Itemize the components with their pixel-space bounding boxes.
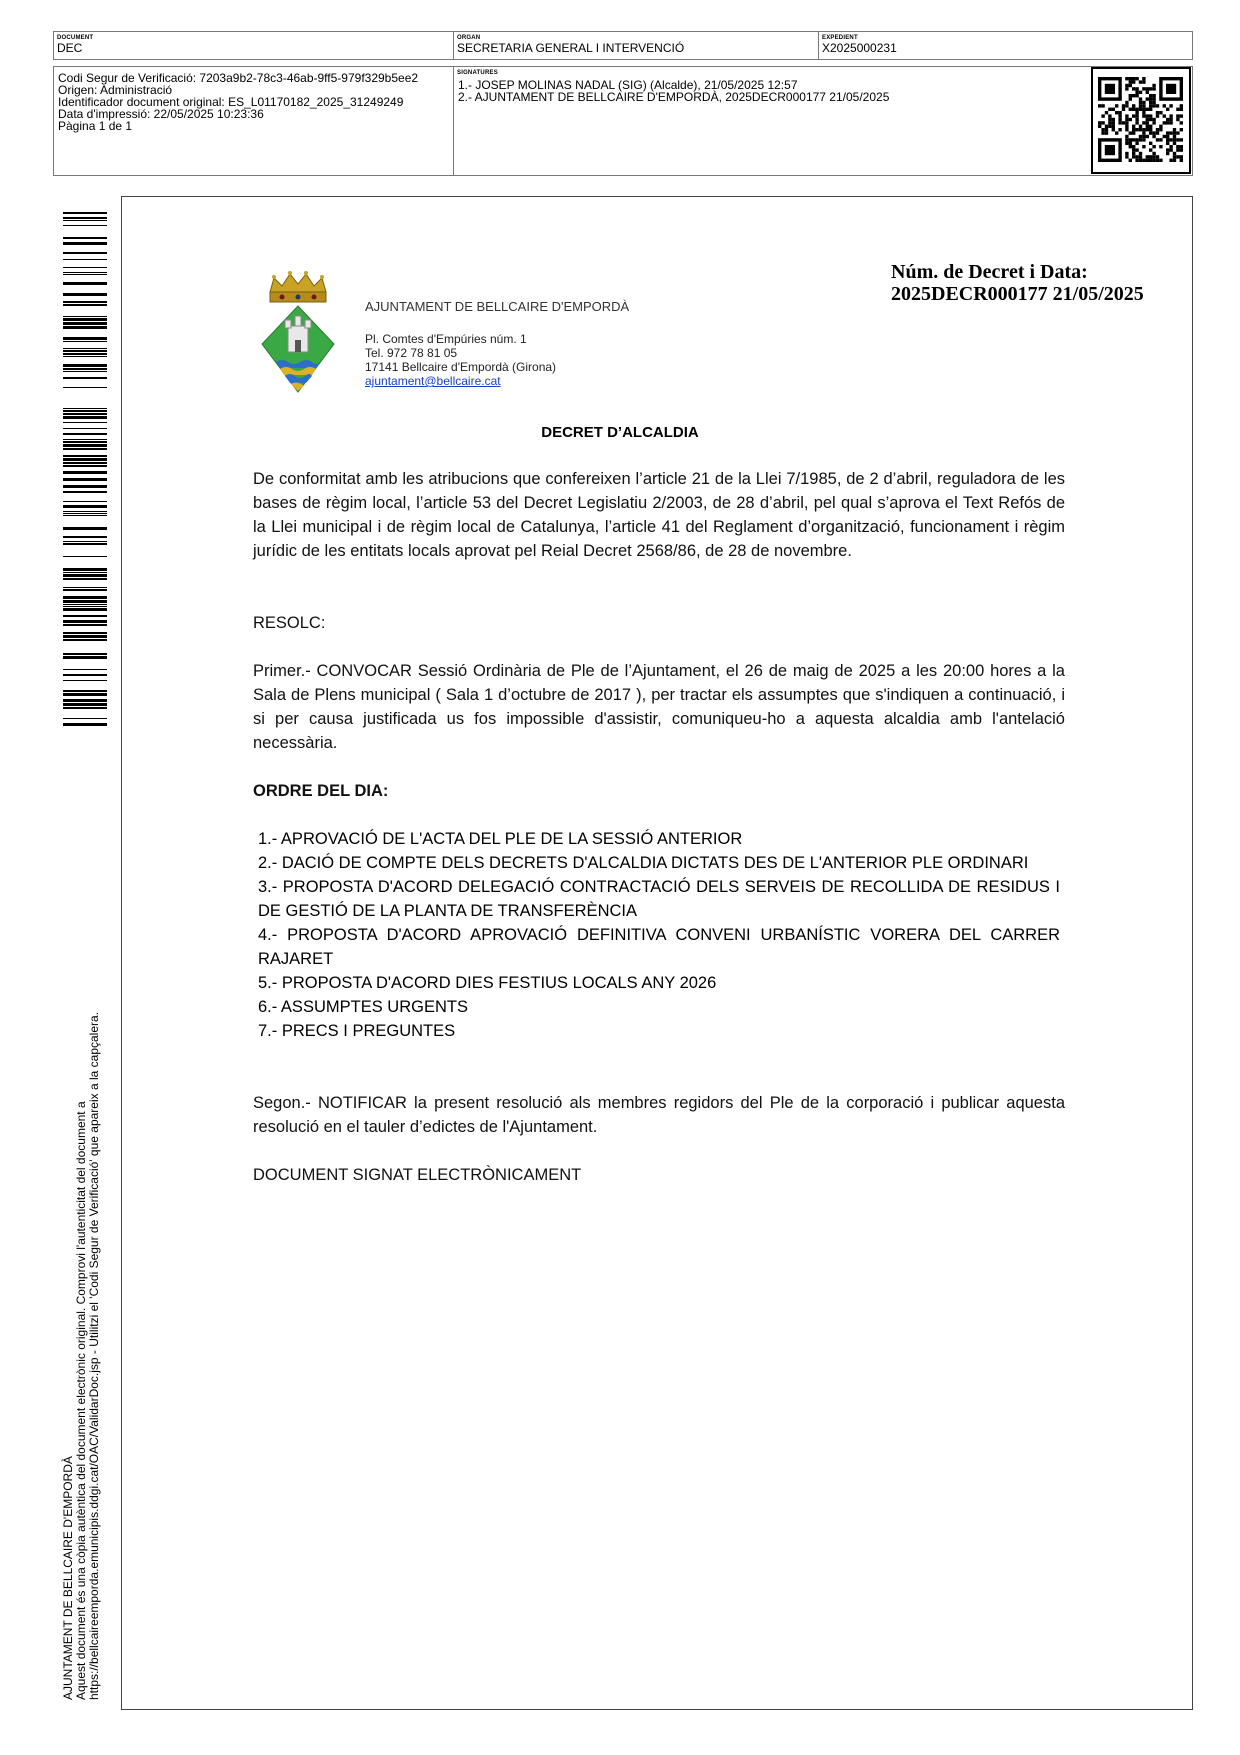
organ-value: SECRETARIA GENERAL I INTERVENCIÓ [457, 41, 685, 55]
municipality-address: Pl. Comtes d'Empúries núm. 1 [365, 332, 527, 346]
document-title: DECRET D’ALCALDIA [541, 424, 699, 441]
agenda-list [258, 827, 1060, 1043]
decree-number-label: Núm. de Decret i Data: [891, 261, 1088, 283]
agenda-item-3: 3.- PROPOSTA D'ACORD DELEGACIÓ CONTRACTACIÓ DELS SERVEIS DE RECOLLIDA DE RESIDUS I DE GESTIÓ DE LA PLANTA DE TRANSFERÈNCIA [258, 878, 1060, 920]
expedient-label: EXPEDIENT [822, 35, 858, 41]
header-document-cell [53, 31, 454, 60]
header-meta-cell [53, 66, 454, 176]
agenda-item-7: 7.- PRECS I PREGUNTES [258, 1022, 456, 1040]
intro-paragraph: De conformitat amb les atribucions que confereixen l’article 21 de la Llei 7/1985, de 2 d’abril, reguladora de les bases de règim local, l’article 53 del Decret Legislatiu 2/2003, de 28 d’abril, pel qual s’aprova el Text Refós de la Llei municipal i de règim local de Catalunya, l’article 41 del Reglament d’organització, funcionament i règim jurídic de les entitats locals aprovat pel Reial Decret 2568/86, de 28 de novembre. [253, 470, 1065, 560]
qr-code [1091, 67, 1191, 174]
agenda-item-6: 6.- ASSUMPTES URGENTS [258, 998, 468, 1016]
expedient-value: X2025000231 [822, 41, 897, 55]
signatures-label: SIGNATURES [457, 70, 498, 76]
agenda-item-2: 2.- DACIÓ DE COMPTE DELS DECRETS D'ALCALDIA DICTATS DES DE L'ANTERIOR PLE ORDINARI [258, 854, 1029, 872]
municipality-name: AJUNTAMENT DE BELLCAIRE D'EMPORDÀ [365, 299, 630, 314]
resolc-heading: RESOLC: [253, 614, 326, 632]
signed-statement: DOCUMENT SIGNAT ELECTRÒNICAMENT [253, 1166, 582, 1184]
municipality-address-block [365, 332, 556, 388]
verification-meta [58, 72, 418, 132]
barcode-icon [63, 212, 107, 726]
qr-code-icon [1093, 69, 1189, 172]
municipality-email-link[interactable]: ajuntament@bellcaire.cat [365, 374, 501, 388]
document-label: DOCUMENT [57, 35, 94, 41]
document-value: DEC [57, 41, 83, 55]
segon-paragraph: Segon.- NOTIFICAR la present resolució als membres regidors del Ple de la corporació i publicar aquesta resolució en el tauler d’edictes de l'Ajuntament. [253, 1094, 1065, 1136]
coat-of-arms-logo [258, 270, 338, 398]
meta-line-csv: Codi Segur de Verificació: 7203a9b2-78c3-46ab-9ff5-979f329b5ee2 [58, 71, 419, 85]
agenda-item-5: 5.- PROPOSTA D'ACORD DIES FESTIUS LOCALS ANY 2026 [258, 974, 717, 992]
signature-line-2: 2.- AJUNTAMENT DE BELLCAIRE D'EMPORDÀ, 2025DECR000177 21/05/2025 [458, 90, 890, 104]
organ-label: ORGAN [457, 35, 481, 41]
signature-list [458, 79, 889, 103]
decree-number-block [891, 261, 1144, 305]
municipality-city: 17141 Bellcaire d'Empordà (Girona) [365, 360, 557, 374]
meta-line-origin: Origen: Administració [58, 83, 173, 97]
municipality-phone: Tel. 972 78 81 05 [365, 346, 458, 360]
meta-line-identifier: Identificador document original: ES_L01170182_2025_31249249 [58, 95, 404, 109]
meta-line-page: Pàgina 1 de 1 [58, 119, 133, 133]
agenda-item-4: 4.- PROPOSTA D'ACORD APROVACIÓ DEFINITIVA CONVENI URBANÍSTIC VORERA DEL CARRER RAJARET [258, 926, 1060, 968]
decree-number-value: 2025DECR000177 21/05/2025 [891, 283, 1144, 305]
agenda-item-1: 1.- APROVACIÓ DE L'ACTA DEL PLE DE LA SESSIÓ ANTERIOR [258, 830, 743, 848]
primer-paragraph: Primer.- CONVOCAR Sessió Ordinària de Ple de l’Ajuntament, el 26 de maig de 2025 a les 20:00 hores a la Sala de Plens municipal ( Sala 1 d’octubre de 2017 ), per tractar els assumptes que s'indiquen a continuació, i si per causa justificada us fos impossible d'assistir, comuniqueu-ho a aquesta alcaldia amb l'antelació necessària. [253, 662, 1065, 752]
agenda-heading: ORDRE DEL DIA: [253, 782, 389, 800]
meta-line-print-date: Data d'impressió: 22/05/2025 10:23:36 [58, 107, 264, 121]
header-organ-cell [453, 31, 819, 60]
header-expedient-cell [818, 31, 1193, 60]
header-signatures-cell [453, 66, 1193, 176]
signature-line-1: 1.- JOSEP MOLINAS NADAL (SIG) (Alcalde), 21/05/2025 12:57 [458, 78, 798, 92]
